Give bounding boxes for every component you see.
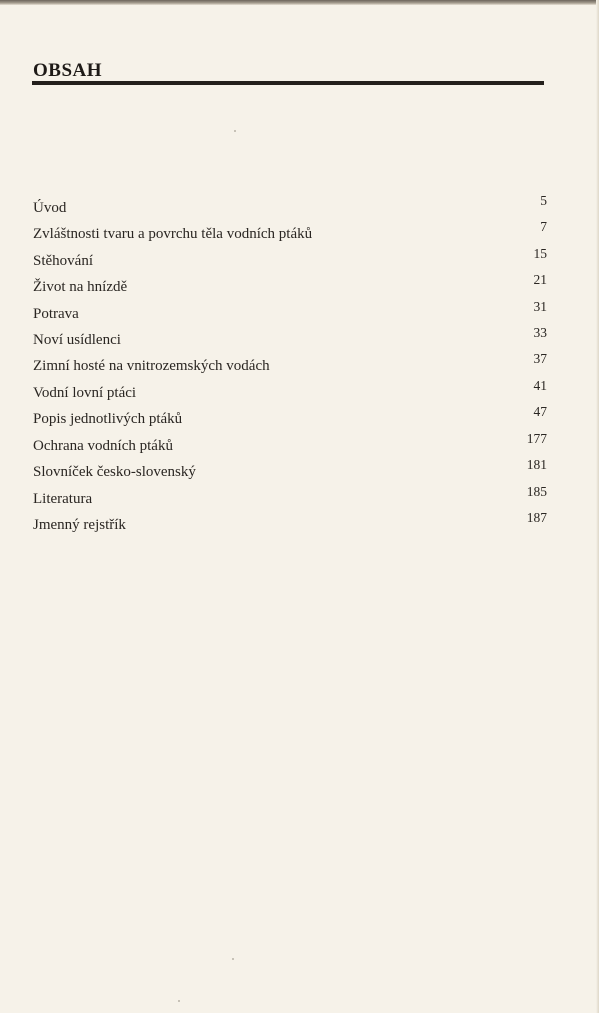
toc-entry — [33, 299, 547, 326]
toc-entry-title: Literatura — [33, 491, 93, 507]
toc-entry-page: 21 — [533, 272, 547, 287]
toc-entry — [33, 325, 547, 352]
toc-entry-title: Popis jednotlivých ptáků — [33, 411, 183, 427]
toc-entry — [33, 193, 547, 220]
toc-entry — [33, 272, 547, 299]
page-top-edge — [0, 0, 599, 5]
toc-entry-page: 177 — [526, 431, 547, 446]
toc-entry — [33, 484, 547, 511]
toc-entry — [33, 246, 547, 273]
toc-entry-page: 7 — [540, 219, 547, 234]
toc-entry-title: Život na hnízdě — [33, 279, 128, 295]
toc-entry — [33, 351, 547, 378]
toc-entry-page: 15 — [533, 246, 547, 261]
toc-entry — [33, 510, 547, 537]
toc-entry-page: 37 — [533, 351, 547, 366]
toc-entry-page: 33 — [533, 325, 547, 340]
toc-entry-title: Potrava — [33, 306, 79, 322]
toc-entry-title: Úvod — [33, 200, 67, 216]
toc-entry-page: 187 — [526, 510, 547, 525]
toc-heading: OBSAH — [33, 60, 103, 81]
paper-speck — [234, 130, 236, 132]
toc-entry — [33, 404, 547, 431]
paper-speck — [232, 958, 234, 960]
toc-entry-title: Slovníček česko-slovenský — [33, 464, 196, 480]
toc-entry-title: Noví usídlenci — [33, 332, 121, 348]
toc-entry — [33, 431, 547, 458]
toc-entry-title: Stěhování — [33, 253, 93, 269]
toc-entry-page: 47 — [533, 404, 547, 419]
toc-entry-page: 41 — [533, 378, 547, 393]
toc-entry — [33, 219, 547, 246]
toc-entry-title: Jmenný rejstřík — [33, 517, 126, 533]
toc-entry-page: 185 — [526, 484, 547, 499]
toc-entry-page: 5 — [540, 193, 547, 208]
toc-entry-title: Vodní lovní ptáci — [33, 385, 137, 401]
heading-rule — [32, 81, 544, 85]
paper-speck — [178, 1000, 180, 1002]
toc-entry-title: Zvláštnosti tvaru a povrchu těla vodních ptáků — [33, 226, 313, 242]
toc-entry-page: 181 — [526, 457, 547, 472]
toc-entry-title: Zimní hosté na vnitrozemských vodách — [33, 358, 270, 374]
toc-entry-title: Ochrana vodních ptáků — [33, 438, 173, 454]
toc-entry — [33, 457, 547, 484]
toc-entry — [33, 378, 547, 405]
toc-entry-page: 31 — [533, 299, 547, 314]
